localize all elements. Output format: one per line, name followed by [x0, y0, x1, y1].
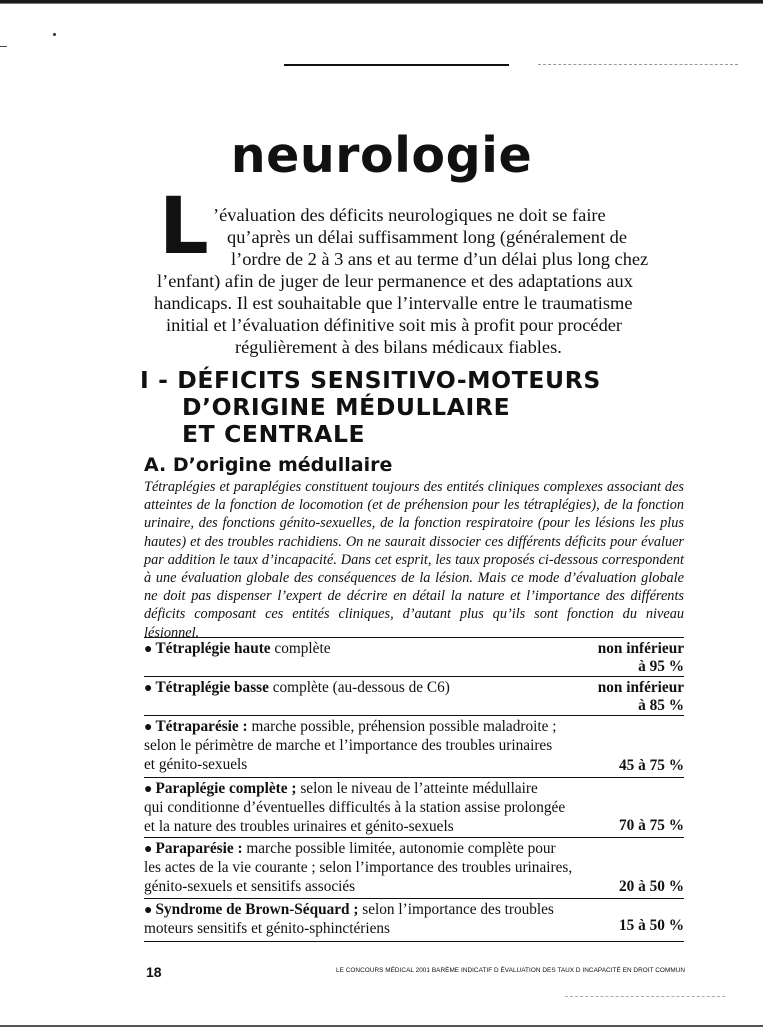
intro-line: ’évaluation des déficits neurologiques ne doit se faire: [213, 205, 606, 225]
table-row: [144, 898, 684, 942]
row-term: Paraplégie complète ;: [155, 780, 297, 797]
page-number: 18: [146, 964, 162, 980]
row-text: qui conditionne d’éventuelles difficultés à la station assise prolongée: [144, 799, 566, 817]
row-rate: 45 à 75 %: [618, 756, 684, 774]
bullet-icon: ●: [144, 681, 153, 696]
row-term: Syndrome de Brown-Séquard ;: [155, 901, 359, 918]
row-text: et la nature des troubles urinaires et génito-sexuels: [144, 817, 454, 835]
italic-paragraph: Tétraplégies et paraplégies constituent toujours des entités cliniques complexes associant des atteintes de la fonction de locomotion (et de préhension pour les tétraplégies), de la fonction urinaire, des fonctions génito-sexuelles, de la fonction respiratoire (pour les lésions les plus hautes) et des troubles rachidiens. On ne saurait dissocier ces différents déficits pour évaluer par addition le taux d’incapacité. Dans cet esprit, les taux proposés ci-dessous correspondent à une évaluation globale des conséquences de la lésion. Mais ce mode d’évaluation globale ne doit pas dispenser l’expert de décrire en détail la nature et l’importance des différents déficits composant ces entités cliniques, d’autant plus qu’ils sont fonction du niveau lésionnel.: [144, 479, 684, 641]
bullet-icon: ●: [144, 782, 153, 797]
row-term: Paraparésie :: [155, 840, 243, 857]
drop-cap: L: [159, 182, 209, 272]
section-heading-line: I - DÉFICITS SENSITIVO-MOTEURS: [140, 366, 601, 394]
row-text: marche possible limitée, autonomie complète pour: [242, 840, 556, 857]
table-row: [144, 676, 684, 715]
row-description: [144, 778, 584, 836]
header-rule: [284, 64, 509, 66]
row-text: et génito-sexuels: [144, 755, 248, 773]
row-text: marche possible, préhension possible maladroite ;: [247, 718, 557, 735]
footer-rule-faint: [565, 996, 725, 997]
rate-line: non inférieur: [597, 640, 684, 657]
row-rate: 70 à 75 %: [618, 816, 684, 834]
section-heading: [140, 367, 601, 448]
row-text: les actes de la vie courante ; selon l’importance des troubles urinaires,: [144, 859, 573, 877]
row-rate: 20 à 50 %: [618, 877, 684, 895]
row-text: moteurs sensitifs et génito-sphinctériens: [144, 920, 390, 938]
row-term: Tétraparésie :: [155, 718, 248, 735]
section-heading-line: D’ORIGINE MÉDULLAIRE: [182, 393, 511, 421]
row-text: selon l’importance des troubles: [358, 901, 554, 918]
rate-table: [144, 637, 684, 942]
bullet-icon: ●: [144, 842, 153, 857]
row-description: [144, 838, 584, 896]
row-text: complète (au-dessous de C6): [268, 679, 450, 696]
table-row: [144, 837, 684, 898]
bullet-icon: ●: [144, 720, 153, 735]
bullet-icon: ●: [144, 903, 153, 918]
table-row: [144, 715, 684, 777]
intro-line: l’ordre de 2 à 3 ans et au terme d’un délai plus long chez: [231, 249, 649, 269]
table-row: [144, 637, 684, 676]
row-text: selon le niveau de l’atteinte médullaire: [296, 780, 538, 797]
row-text: selon le périmètre de marche et l’importance des troubles urinaires: [144, 737, 553, 755]
row-rate: [574, 640, 684, 677]
bullet-icon: ●: [144, 642, 153, 657]
row-term: Tétraplégie basse: [155, 679, 269, 696]
rate-line: non inférieur: [597, 679, 684, 696]
row-description: [144, 899, 584, 939]
rate-line: à 85 %: [638, 697, 684, 715]
row-description: [144, 677, 584, 698]
subsection-heading: A. D’origine médullaire: [144, 454, 393, 476]
scan-speck: [53, 33, 56, 36]
intro-line: initial et l’évaluation définitive soit mis à profit pour procéder: [166, 315, 623, 335]
row-rate: [574, 679, 684, 716]
header-rule-faint: [538, 64, 738, 65]
row-description: [144, 716, 584, 774]
row-term: Tétraplégie haute: [155, 640, 271, 657]
row-description: [144, 638, 584, 659]
row-rate: 15 à 50 %: [618, 916, 684, 934]
intro-line: handicaps. Il est souhaitable que l’intervalle entre le traumatisme: [154, 293, 633, 313]
intro-line: régulièrement à des bilans médicaux fiables.: [235, 337, 562, 357]
intro-line: qu’après un délai suffisamment long (généralement de: [227, 227, 628, 247]
table-row: [144, 777, 684, 837]
intro-line: l’enfant) afin de juger de leur permanence et des adaptations aux: [157, 271, 633, 291]
row-text: génito-sexuels et sensitifs associés: [144, 877, 356, 895]
chapter-title: neurologie: [230, 127, 533, 184]
section-heading-line: ET CENTRALE: [182, 420, 366, 448]
rate-line: à 95 %: [638, 658, 684, 676]
running-footer: LE CONCOURS MÉDICAL 2001 BARÈME INDICATIF D ÉVALUATION DES TAUX D INCAPACITÉ EN DROIT COMMUN: [336, 967, 686, 974]
row-text: complète: [270, 640, 331, 657]
scan-mark: [0, 46, 7, 47]
scan-edge-line: [0, 3, 763, 4]
